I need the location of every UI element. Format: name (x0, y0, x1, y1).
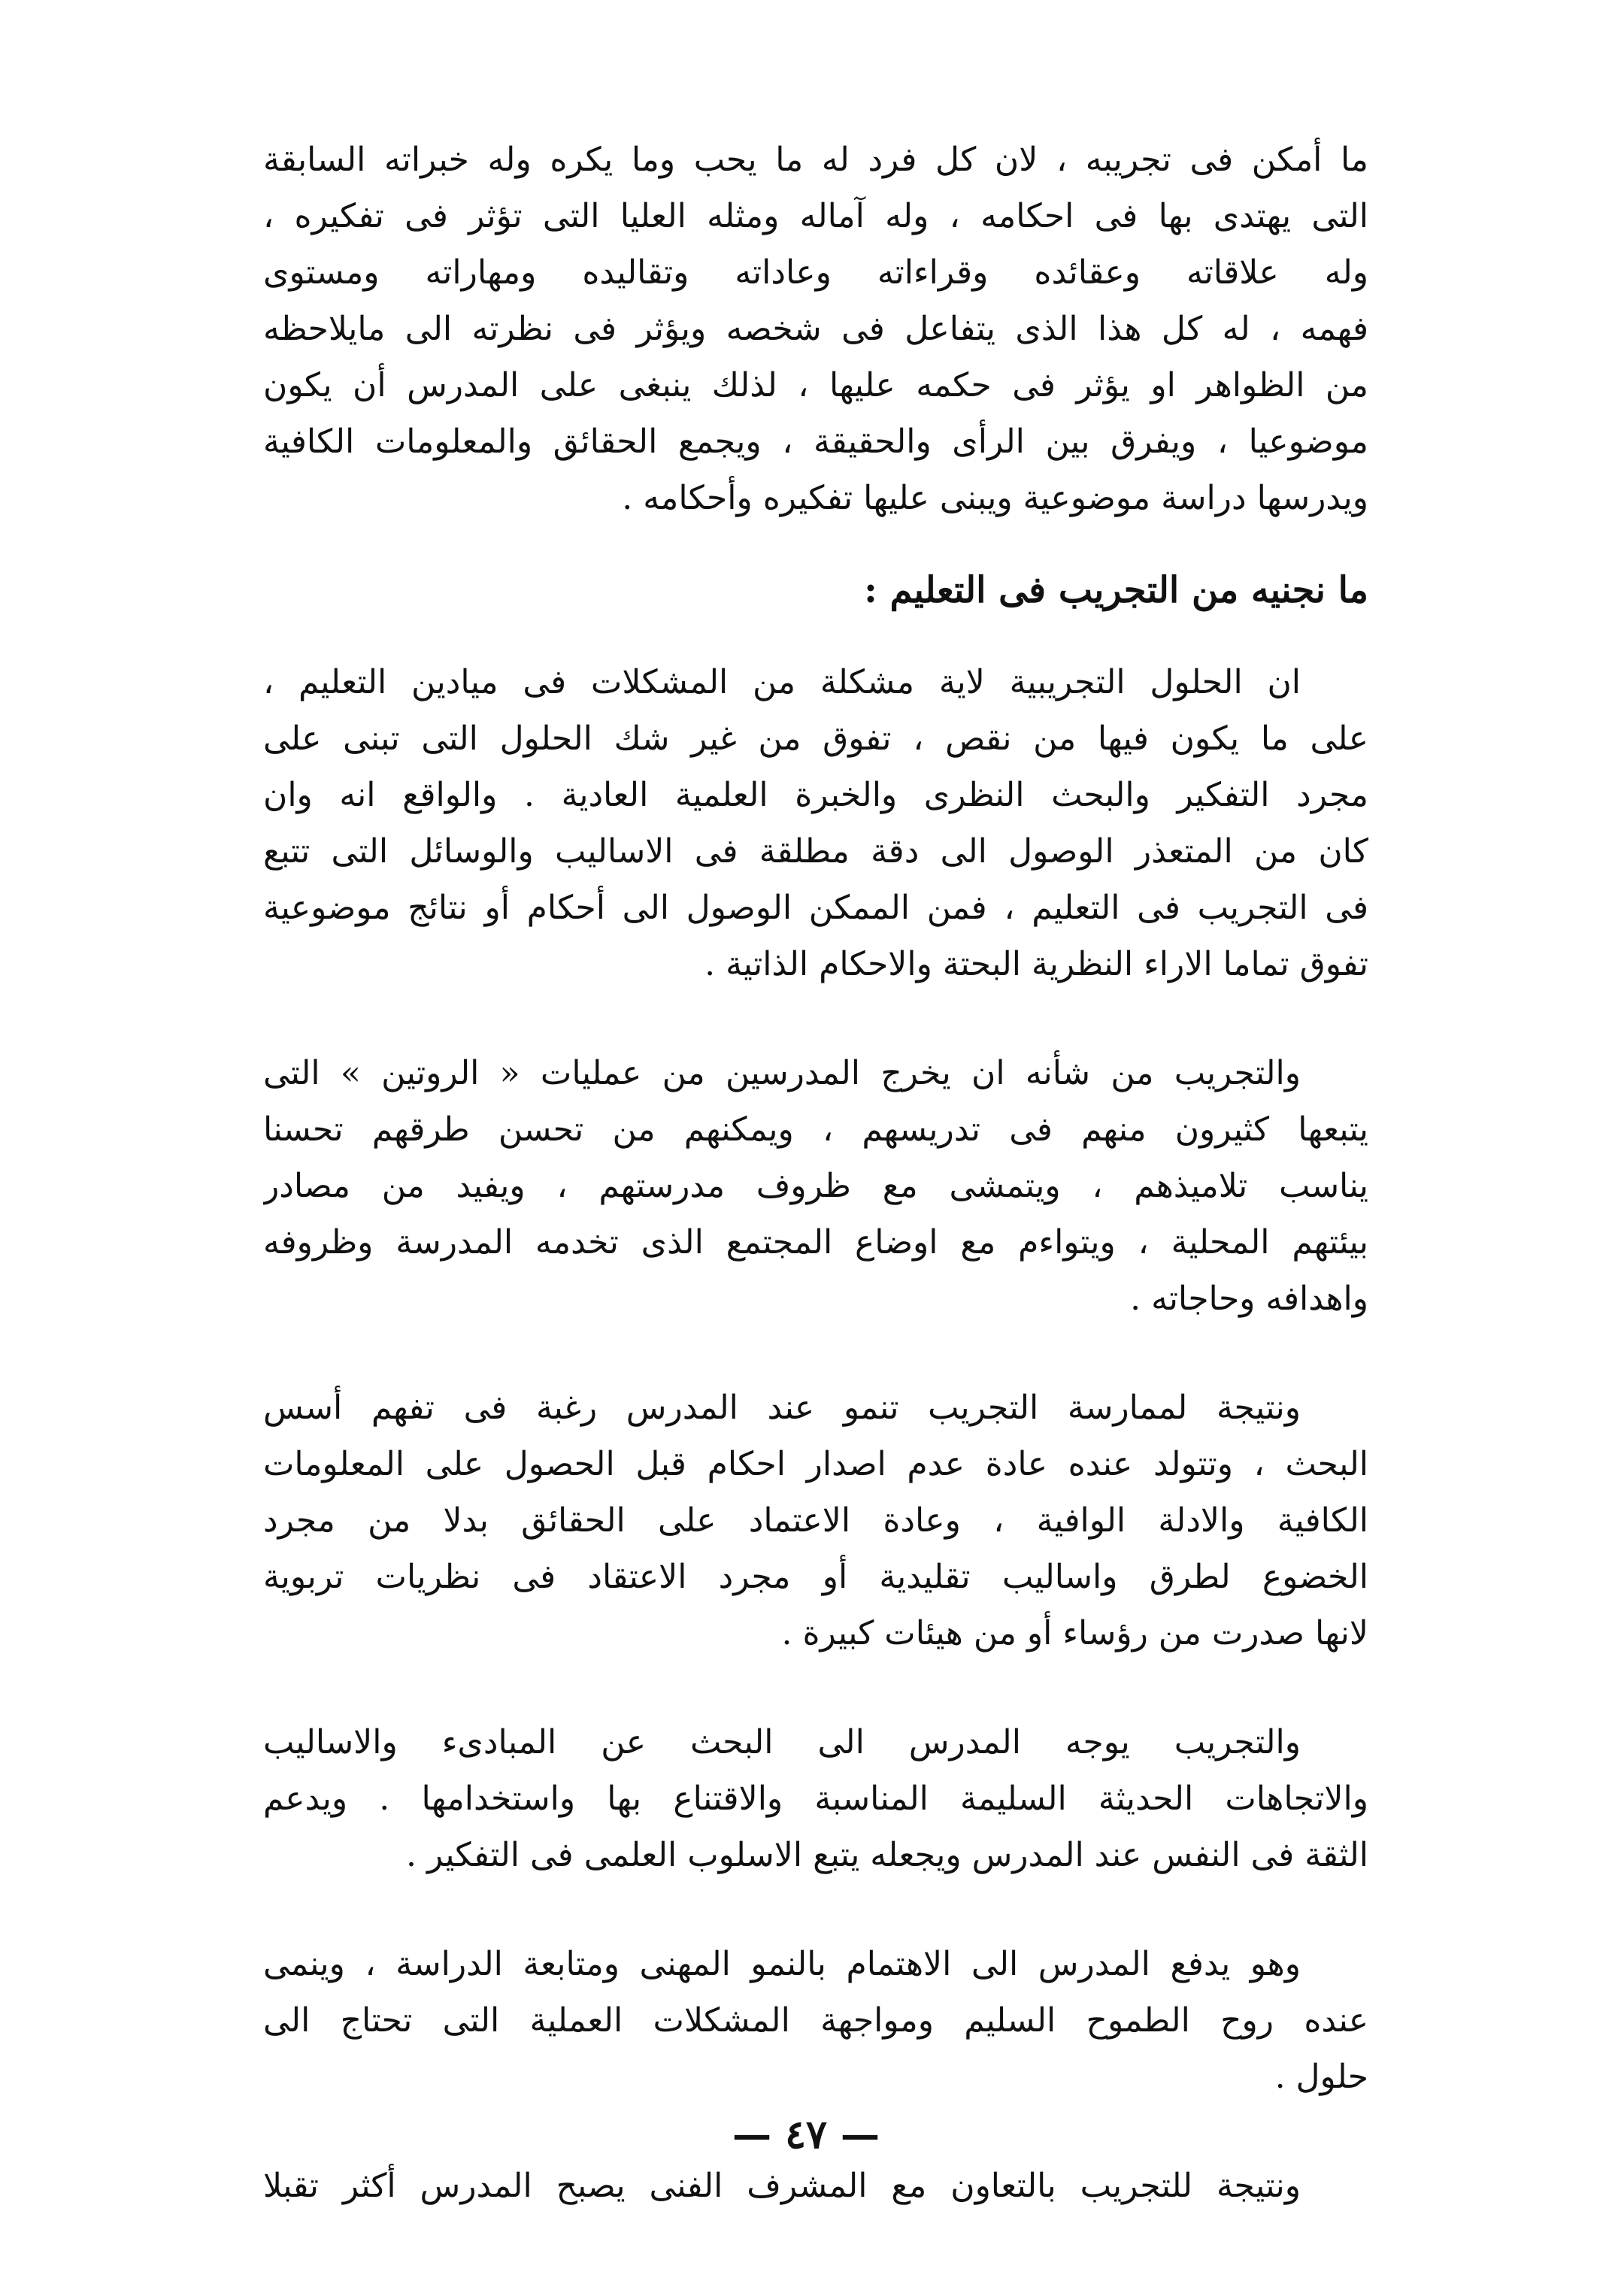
text-line: ان الحلول التجريبية لاية مشكلة من المشكلات فى ميادين التعليم ، (263, 663, 1301, 701)
text-line: والتجريب من شأنه ان يخرج المدرسين من عمليات « الروتين » التى (263, 1054, 1301, 1092)
section-heading: ما نجنيه من التجريب فى التعليم : (864, 569, 1368, 611)
text-line: عنده روح الطموح السليم ومواجهة المشكلات العملية التى تحتاج الى (263, 2001, 1368, 2040)
text-line: لانها صدرت من رؤساء أو من هيئات كبيرة . (781, 1614, 1368, 1652)
text-line: من الظواهر او يؤثر فى حكمه عليها ، لذلك ينبغى على المدرس أن يكون (263, 366, 1368, 404)
page-content (263, 132, 1368, 2214)
text-line: ونتيجة للتجريب بالتعاون مع المشرف الفنى يصبح المدرس أكثر تقبلا (263, 2167, 1301, 2205)
text-line: وله علاقاته وعقائده وقراءاته وعاداته وتقاليده ومهاراته ومستوى (263, 253, 1368, 292)
text-line: كان من المتعذر الوصول الى دقة مطلقة فى الاساليب والوسائل التى تتبع (263, 832, 1368, 871)
text-line: الثقة فى النفس عند المدرس ويجعله يتبع الاسلوب العلمى فى التفكير . (406, 1836, 1368, 1874)
text-line: التى يهتدى بها فى احكامه ، وله آماله ومثله العليا التى تؤثر فى تفكيره ، (263, 197, 1368, 235)
text-line: البحث ، وتتولد عنده عادة عدم اصدار احكام قبل الحصول على المعلومات (263, 1445, 1368, 1483)
text-line: على ما يكون فيها من نقص ، تفوق من غير شك الحلول التى تبنى على (263, 719, 1368, 758)
text-line: تفوق تماما الاراء النظرية البحتة والاحكام الذاتية . (704, 945, 1368, 983)
text-line: واهدافه وحاجاته . (1130, 1280, 1368, 1318)
paragraph-gap (263, 1883, 1368, 1936)
paragraph-gap (263, 1661, 1368, 1714)
text-line: ما أمكن فى تجريبه ، لان كل فرد له ما يحب وما يكره وله خبراته السابقة (263, 141, 1368, 179)
text-line: يناسب تلاميذهم ، ويتمشى مع ظروف مدرستهم ، ويفيد من مصادر (263, 1167, 1368, 1205)
text-line: والاتجاهات الحديثة السليمة المناسبة والاقتناع بها واستخدامها . ويدعم (263, 1780, 1368, 1818)
text-line: وهو يدفع المدرس الى الاهتمام بالنمو المهنى ومتابعة الدراسة ، وينمى (263, 1945, 1301, 1983)
text-line: والتجريب يوجه المدرس الى البحث عن المبادىء والاساليب (263, 1723, 1301, 1761)
paragraph-gap (263, 1327, 1368, 1380)
paragraph-3 (263, 1045, 1368, 1327)
paragraph-1 (263, 132, 1368, 526)
text-line: ونتيجة لممارسة التجريب تنمو عند المدرس رغبة فى تفهم أسس (263, 1389, 1301, 1427)
text-line: الخضوع لطرق واساليب تقليدية أو مجرد الاعتقاد فى نظريات تربوية (263, 1558, 1368, 1596)
text-line: موضوعيا ، ويفرق بين الرأى والحقيقة ، ويجمع الحقائق والمعلومات الكافية (263, 423, 1368, 461)
paragraph-7 (263, 2158, 1368, 2214)
text-line: بيئتهم المحلية ، ويتواءم مع اوضاع المجتمع الذى تخدمه المدرسة وظروفه (263, 1223, 1368, 1262)
paragraph-4 (263, 1380, 1368, 1661)
text-line: ويدرسها دراسة موضوعية ويبنى عليها تفكيره وأحكامه . (622, 479, 1368, 517)
text-line: يتبعها كثيرون منهم فى تدريسهم ، ويمكنهم من تحسن طرقهم تحسنا (263, 1110, 1368, 1149)
paragraph-5 (263, 1714, 1368, 1883)
text-line: حلول . (1274, 2058, 1368, 2096)
paragraph-6 (263, 1936, 1368, 2105)
text-line: فى التجريب فى التعليم ، فمن الممكن الوصول الى أحكام أو نتائج موضوعية (263, 889, 1368, 927)
paragraph-gap (263, 992, 1368, 1045)
text-line: مجرد التفكير والبحث النظرى والخبرة العلمية العادية . والواقع انه وان (263, 776, 1368, 814)
page-number: — ٤٧ — (732, 2112, 880, 2158)
text-line: فهمه ، له كل هذا الذى يتفاعل فى شخصه ويؤثر فى نظرته الى مايلاحظه (263, 310, 1368, 348)
text-line: الكافية والادلة الوافية ، وعادة الاعتماد على الحقائق بدلا من مجرد (263, 1501, 1368, 1540)
paragraph-2 (263, 654, 1368, 992)
